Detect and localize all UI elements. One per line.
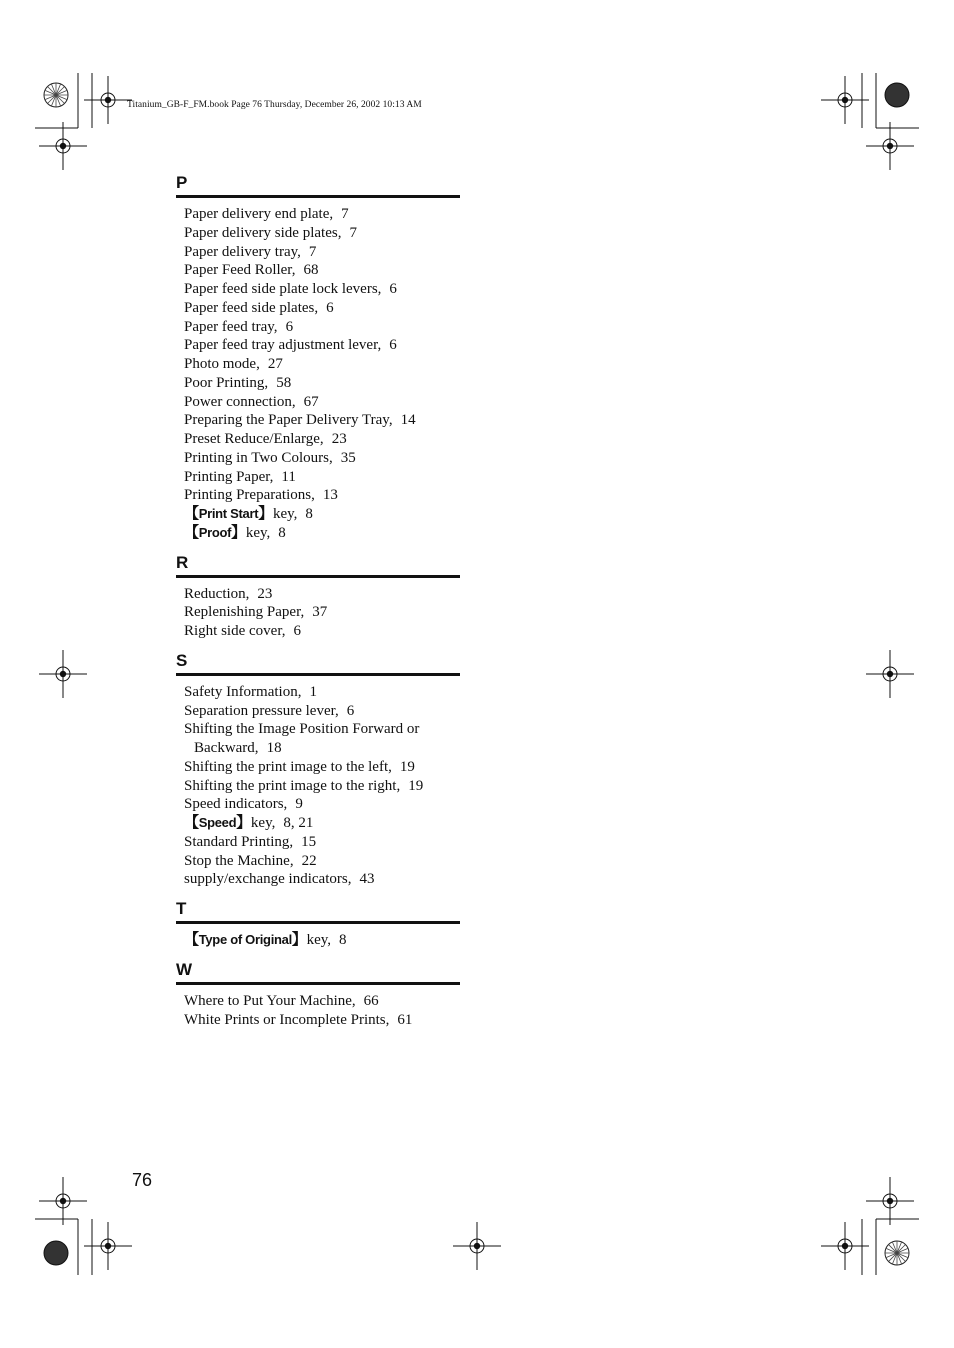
index-entry bbox=[184, 870, 460, 889]
entry-term: Printing Preparations, bbox=[184, 487, 315, 504]
index-entry bbox=[184, 683, 460, 702]
index-entry bbox=[184, 261, 460, 280]
entry-page: 8 bbox=[339, 932, 347, 948]
entry-page: 23 bbox=[257, 585, 273, 602]
index-entry bbox=[184, 336, 460, 355]
index-entry bbox=[184, 374, 460, 393]
entry-page: 35 bbox=[340, 449, 356, 466]
entry-page: 15 bbox=[301, 833, 317, 850]
entry-page: 27 bbox=[267, 356, 283, 372]
entry-page: 61 bbox=[397, 1011, 413, 1028]
index-entry bbox=[184, 393, 460, 412]
entry-page: 19 bbox=[408, 777, 424, 794]
index-entry bbox=[184, 931, 460, 950]
entry-page: 7 bbox=[308, 243, 317, 260]
index-entry bbox=[184, 280, 460, 299]
entry-term: Where to Put Your Machine, bbox=[184, 992, 356, 1009]
index-section-w bbox=[176, 960, 460, 1030]
bottom-left-crop bbox=[35, 1177, 132, 1275]
entry-page: 6 bbox=[389, 337, 397, 354]
mid-right-register-mark bbox=[866, 650, 914, 698]
key-label: Speed bbox=[198, 815, 237, 830]
index-section-s bbox=[176, 651, 460, 889]
index-entry bbox=[184, 299, 460, 318]
entry-page: 1 bbox=[309, 683, 317, 700]
entry-page: 37 bbox=[312, 604, 328, 621]
entry-list bbox=[176, 924, 460, 950]
index-entry bbox=[184, 992, 460, 1011]
entry-term: Poor Printing, bbox=[184, 374, 269, 391]
entry-term: Stop the Machine, bbox=[184, 852, 294, 869]
bottom-right-crop bbox=[821, 1177, 919, 1275]
key-name: 【Print Start】 bbox=[184, 505, 273, 522]
entry-term: Separation pressure lever, bbox=[184, 702, 339, 719]
entry-term: White Prints or Incomplete Prints, bbox=[184, 1011, 390, 1028]
entry-term: Reduction, bbox=[184, 585, 250, 602]
index-entry bbox=[184, 720, 460, 758]
entry-term: Paper feed side plates, bbox=[184, 299, 319, 316]
entry-term: Safety Information, bbox=[184, 683, 302, 700]
index-entry bbox=[184, 243, 460, 262]
entry-page: 18 bbox=[266, 740, 282, 756]
index-entry bbox=[184, 524, 460, 543]
entry-term: Shifting the print image to the left, bbox=[184, 758, 392, 775]
section-letter: R bbox=[176, 553, 460, 578]
print-header: Titanium_GB-F_FM.book Page 76 Thursday, December 26, 2002 10:13 AM bbox=[127, 100, 422, 110]
entry-term: Shifting the print image to the right, bbox=[184, 777, 401, 794]
entry-page: 8 bbox=[305, 506, 313, 522]
index-section-r bbox=[176, 553, 460, 641]
index-entry bbox=[184, 603, 460, 622]
entry-term: Paper delivery side plates, bbox=[184, 224, 342, 241]
entry-term: Preparing the Paper Delivery Tray, bbox=[184, 412, 393, 429]
index-entry bbox=[184, 486, 460, 505]
entry-page: 43 bbox=[359, 871, 375, 888]
entry-page: 7 bbox=[341, 206, 349, 222]
entry-page: 8 bbox=[278, 524, 286, 541]
index-entry bbox=[184, 205, 460, 224]
index-entry bbox=[184, 702, 460, 721]
entry-page: 13 bbox=[322, 487, 338, 504]
entry-term: Paper delivery end plate, bbox=[184, 206, 334, 222]
entry-page: 66 bbox=[363, 992, 379, 1009]
index-entry bbox=[184, 1011, 460, 1030]
entry-term: Paper feed side plate lock levers, bbox=[184, 281, 382, 297]
entry-list bbox=[176, 578, 460, 641]
key-label: Print Start bbox=[198, 506, 259, 521]
index-entry bbox=[184, 833, 460, 852]
index-entry bbox=[184, 814, 460, 833]
index-entry bbox=[184, 622, 460, 641]
entry-term-continued: Backward, bbox=[194, 740, 259, 756]
key-name: 【Proof】 bbox=[184, 523, 246, 541]
entry-page: 58 bbox=[276, 374, 292, 391]
page-number: 76 bbox=[132, 1170, 153, 1190]
top-left-crop bbox=[35, 73, 132, 170]
entry-page: 22 bbox=[301, 852, 317, 869]
entry-term: supply/exchange indicators, bbox=[184, 871, 352, 888]
index-section-p bbox=[176, 173, 460, 543]
entry-page: 6 bbox=[346, 702, 355, 719]
entry-page: 23 bbox=[331, 431, 347, 447]
entry-term: Right side cover, bbox=[184, 623, 286, 639]
key-name: 【Type of Original】 bbox=[184, 931, 307, 948]
entry-page: 9 bbox=[295, 796, 303, 813]
index-entry bbox=[184, 585, 460, 604]
index-entry bbox=[184, 224, 460, 243]
entry-page: 11 bbox=[281, 468, 296, 485]
entry-term: key, bbox=[250, 815, 276, 831]
entry-term: Paper delivery tray, bbox=[184, 243, 301, 260]
entry-term: key, bbox=[306, 932, 332, 948]
entry-term: Printing Paper, bbox=[184, 468, 274, 485]
entry-term: key, bbox=[272, 506, 298, 522]
index-entry bbox=[184, 449, 460, 468]
entry-term: Power connection, bbox=[184, 393, 296, 410]
entry-page: 67 bbox=[303, 393, 319, 410]
entry-page: 6 bbox=[293, 623, 301, 639]
entry-term: Paper feed tray adjustment lever, bbox=[184, 337, 382, 354]
index-entry bbox=[184, 411, 460, 430]
entry-page: 8, 21 bbox=[283, 815, 314, 831]
entry-term: Paper Feed Roller, bbox=[184, 262, 296, 279]
entry-list bbox=[176, 198, 460, 543]
entry-list bbox=[176, 985, 460, 1030]
mid-left-register-mark bbox=[39, 650, 87, 698]
index-list bbox=[176, 173, 460, 1029]
entry-page: 6 bbox=[389, 281, 397, 297]
index-entry bbox=[184, 355, 460, 374]
index-entry bbox=[184, 795, 460, 814]
top-right-crop bbox=[821, 73, 919, 170]
entry-page: 68 bbox=[303, 262, 319, 279]
entry-term: Photo mode, bbox=[184, 356, 260, 372]
entry-term: Paper feed tray, bbox=[184, 318, 278, 335]
entry-term: key, bbox=[245, 524, 271, 541]
entry-list bbox=[176, 676, 460, 889]
section-letter: T bbox=[176, 899, 460, 924]
entry-term: Speed indicators, bbox=[184, 796, 288, 813]
key-label: Type of Original bbox=[198, 932, 292, 947]
entry-term: Shifting the Image Position Forward or bbox=[184, 721, 420, 738]
index-entry bbox=[184, 430, 460, 449]
index-entry bbox=[184, 758, 460, 777]
section-letter: P bbox=[176, 173, 460, 198]
key-name: 【Speed】 bbox=[184, 814, 251, 831]
index-entry bbox=[184, 318, 460, 337]
entry-page: 7 bbox=[349, 224, 357, 241]
entry-page: 19 bbox=[399, 758, 415, 775]
entry-term: Replenishing Paper, bbox=[184, 604, 305, 621]
section-letter: S bbox=[176, 651, 460, 676]
entry-term: Printing in Two Colours, bbox=[184, 449, 333, 466]
index-entry bbox=[184, 777, 460, 796]
entry-term: Preset Reduce/Enlarge, bbox=[184, 431, 324, 447]
index-entry bbox=[184, 505, 460, 524]
index-entry bbox=[184, 852, 460, 871]
entry-term: Standard Printing, bbox=[184, 833, 294, 850]
bottom-center-register-mark bbox=[453, 1222, 501, 1270]
entry-page: 14 bbox=[400, 412, 416, 429]
entry-continuation bbox=[184, 739, 460, 758]
index-entry bbox=[184, 468, 460, 487]
index-section-t bbox=[176, 899, 460, 950]
entry-page: 6 bbox=[285, 318, 294, 335]
entry-page: 6 bbox=[326, 299, 334, 316]
section-letter: W bbox=[176, 960, 460, 985]
key-label: Proof bbox=[198, 524, 232, 540]
